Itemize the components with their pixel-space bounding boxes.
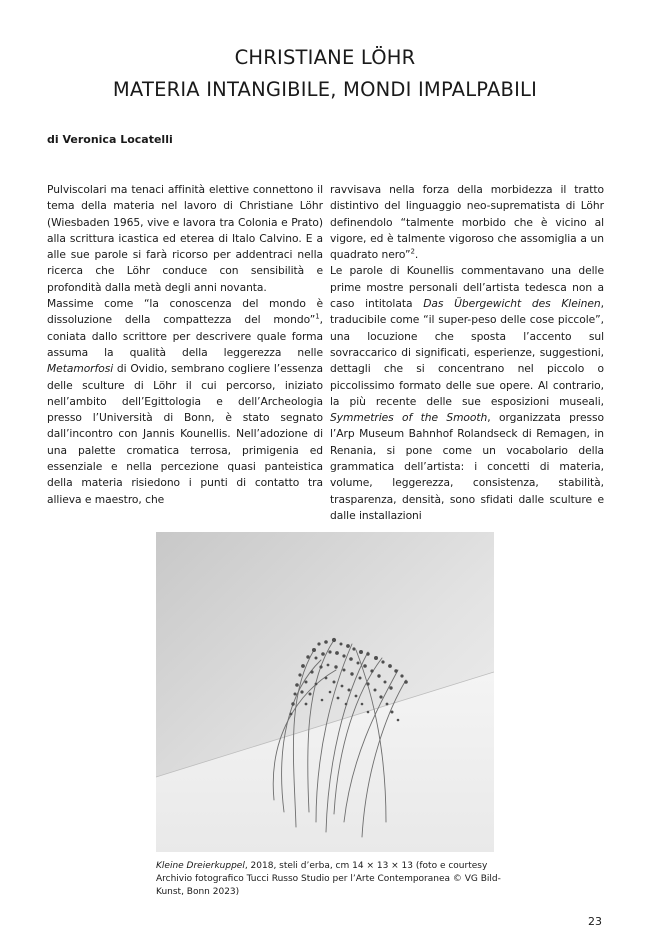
sculpture-photo <box>156 532 494 852</box>
footnote-ref-1[interactable]: 1 <box>315 312 320 321</box>
article-title <box>0 42 650 106</box>
photo-caption: Kleine Dreierkuppel, 2018, steli d’erba, cm 14 × 13 × 13 (foto e courtesy Archivio fotografico Tucci Russo Studio per l’Arte Contemporanea © VG Bild-Kunst, Bonn 2023) <box>156 861 501 898</box>
title-line-1: CHRISTIANE LÖHR <box>234 46 416 69</box>
right-column <box>330 182 604 524</box>
byline: di Veronica Locatelli <box>47 133 173 146</box>
grass-stem-sculpture-photo-icon <box>156 532 494 852</box>
footnote-ref-2[interactable]: 2 <box>410 247 415 256</box>
title-line-2: MATERIA INTANGIBILE, MONDI IMPALPABILI <box>112 78 538 101</box>
paragraph-1: Pulviscolari ma tenaci affinità elettive connettono il tema della materia nel lavoro di Christiane Löhr (Wiesbaden 1965, vive e lavora tra Colonia e Prato) alla scrittura icastica ed eterea di Italo Calvino. E a alle sue parole si farà ricorso per addentraci nella ricerca che Löhr conduce con sensibilità e profondità dalla metà degli anni novanta. <box>47 183 323 294</box>
left-column <box>47 182 323 508</box>
page-number: 23 <box>588 915 602 928</box>
paragraph-4: Le parole di Kounellis commentavano una delle prime mostre personali dell’artista tedesca non a caso intitolata Das Übergewicht des Kleinen, traducibile come “il super-peso delle cose piccole”, una locuzione che sposta l’accento sul sovraccarico di significati, esperienze, suggestioni, dettagli che si concentrano nel piccolo o piccolissimo formato delle sue opere. Al contrario, la più recente delle sue esposizioni museali, Symmetries of the Smooth, organizzata presso l’Arp Museum Bahnhof Rolandseck di Remagen, in Renania, si pone come un vocabolario della grammatica dell’artista: i concetti di materia, volume, leggerezza, consistenza, stabilità, trasparenza, densità, sono sfidati dalle sculture e dalle installazioni <box>330 264 605 522</box>
paragraph-3: ravvisava nella forza della morbidezza il tratto distintivo del linguaggio neo-suprematista di Löhr definendolo “talmente morbido che è vicino al vigore, ed è talmente vigoroso che assomiglia a un quadrato nero”$^2$. <box>330 183 604 262</box>
paragraph-2: Massime come “la conoscenza del mondo è dissoluzione della compattezza del mondo”$^1$, coniata dallo scrittore per descrivere quale forma assuma la qualità della leggerezza nelle Metamorfosi di Ovidio, sembrano cogliere l’essenza delle sculture di Löhr il cui percorso, iniziato nell’ambito dell’Egittologia e dell’Archeologia presso l’Università di Bonn, è stato segnato dall’incontro con Jannis Kounellis. Nell’adozione di una palette cromatica terrosa, primigenia ed essenziale e nella percezione quasi panteistica della materia risiedono i punti di contatto tra allieva e maestro, che <box>47 297 323 506</box>
